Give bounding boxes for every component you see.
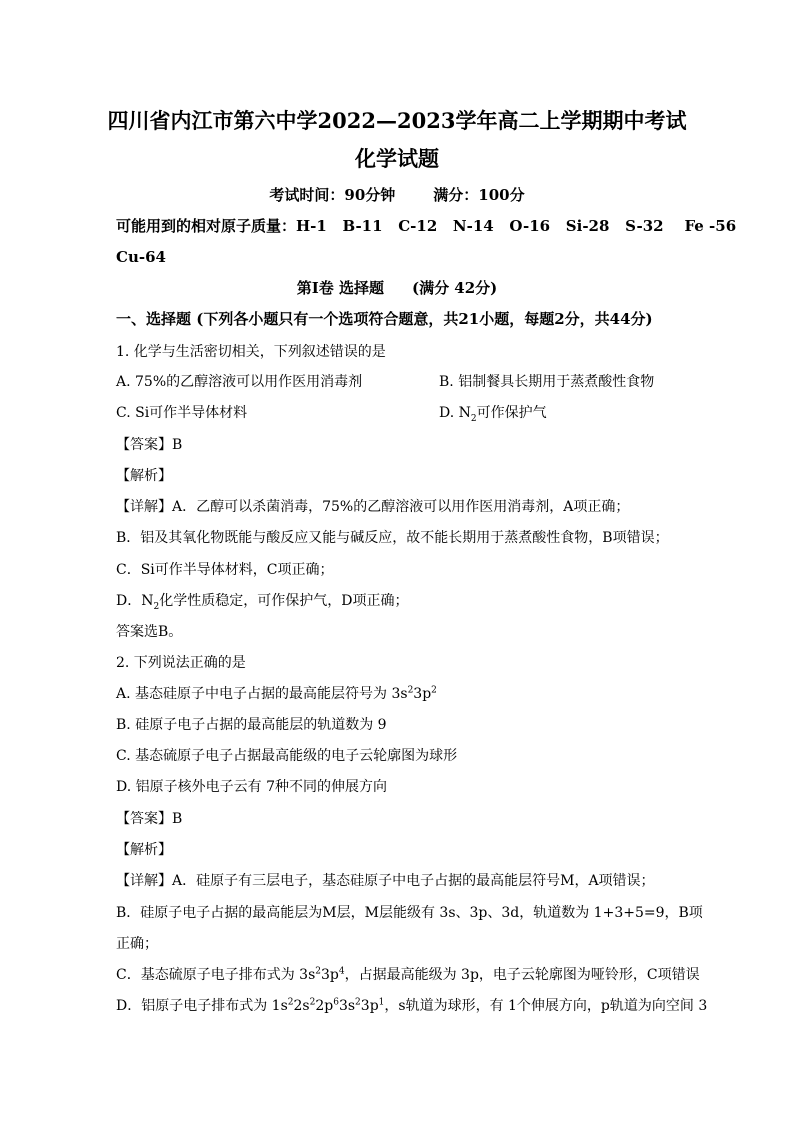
q1-detail-c: C．Si可作半导体材料，C项正确； <box>116 562 334 578</box>
q2-analysis-label: 【解析】 <box>116 842 172 858</box>
q2-option-b: B. 硅原子电子占据的最高能层的轨道数为 9 <box>116 717 387 733</box>
q2-detail-c: C．基态硫原子电子排布式为 $3s^23p^4$，占据最高能级为 3p，电子云轮廓图为哑铃形，C项错误 <box>116 966 700 983</box>
q1-stem: 1. 化学与生活密切相关，下列叙述错误的是 <box>116 344 386 360</box>
exam-time: 考试时间：90分钟 <box>269 186 396 204</box>
q2-detail-d: D．铝原子电子排布式为 $1s^22s^22p^63s^23p^1$，s轨道为球形，有 1个伸展方向，p轨道为向空间 3 <box>116 997 708 1014</box>
q1-detail-a: 【详解】A．乙醇可以杀菌消毒，75%的乙醇溶液可以用作医用消毒剂，A项正确； <box>116 499 630 515</box>
q2-answer: 【答案】B <box>116 811 183 827</box>
q1-detail-d: D．$N_2$化学性质稳定，可作保护气，D项正确； <box>116 593 409 612</box>
section-score: (满分 42分) <box>411 279 498 297</box>
q2-detail-b-cont: 正确； <box>116 936 158 952</box>
q1-answer: 【答案】B <box>116 437 183 453</box>
exam-info <box>0 186 794 204</box>
q2-detail-b: B．硅原子电子占据的最高能层为M层，M层能级有 3s、3p、3d，轨道数为 1+3+5=9，B项 <box>116 905 703 921</box>
q1-options-ab <box>116 373 756 391</box>
q2-option-a: A. 基态硅原子中电子占据的最高能层符号为 $3s^23p^2$ <box>116 685 437 702</box>
q2-option-d: D. 铝原子核外电子云有 7种不同的伸展方向 <box>116 779 387 795</box>
page-subtitle: 化学试题 <box>355 146 439 171</box>
atomic-mass-line-2: Cu-64 <box>116 248 166 266</box>
q1-conclusion: 答案选B。 <box>116 624 183 640</box>
q1-option-a: A. 75%的乙醇溶液可以用作医用消毒剂 <box>116 374 363 390</box>
section-heading <box>0 279 794 297</box>
q1-option-b: B. 铝制餐具长期用于蒸煮酸性食物 <box>439 374 655 390</box>
q1-option-d: D. $N_2$可作保护气 <box>439 405 547 424</box>
q1-detail-b: B．铝及其氧化物既能与酸反应又能与碱反应，故不能长期用于蒸煮酸性食物，B项错误； <box>116 530 669 546</box>
q2-option-c: C. 基态硫原子电子占据最高能级的电子云轮廓图为球形 <box>116 748 458 764</box>
atomic-mass-line: 可能用到的相对原子质量：H-1 B-11 C-12 N-14 O-16 Si-28 S-32 Fe -56 <box>116 217 737 235</box>
full-score: 满分：100分 <box>433 186 525 204</box>
q1-analysis-label: 【解析】 <box>116 468 172 484</box>
q1-option-c: C. Si可作半导体材料 <box>116 405 248 421</box>
q1-options-cd <box>116 404 756 422</box>
section-title: 第I卷 选择题 <box>296 279 384 297</box>
part-heading: 一、选择题 (下列各小题只有一个选项符合题意，共21小题，每题2分，共44分) <box>116 310 653 328</box>
page-title: 四川省内江市第六中学2022—2023学年高二上学期期中考试 <box>107 108 687 133</box>
q2-detail-a: 【详解】A．硅原子有三层电子，基态硅原子中电子占据的最高能层符号M，A项错误； <box>116 873 655 889</box>
q2-stem: 2. 下列说法正确的是 <box>116 655 246 671</box>
